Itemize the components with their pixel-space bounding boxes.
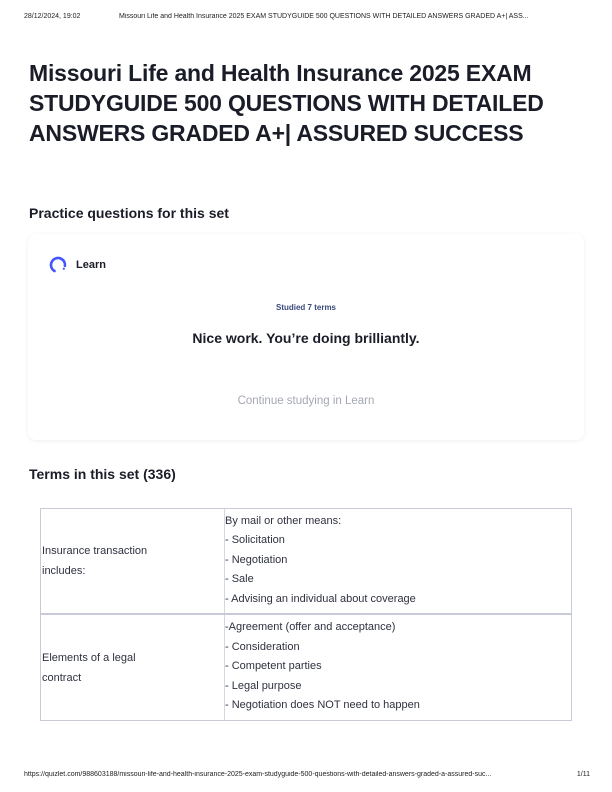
term-text (41, 541, 191, 581)
definition-line: - Solicitation (225, 534, 285, 546)
page-title-line-1: Missouri Life and Health Insurance 2025 EXAM (29, 60, 532, 86)
studied-count: Studied 7 terms (275, 303, 336, 312)
term-line: includes: (42, 565, 86, 577)
print-footer (24, 771, 590, 781)
term-text (41, 648, 191, 688)
print-header (24, 13, 590, 25)
page-title (29, 58, 589, 148)
learn-progress-icon (48, 255, 68, 275)
definition-line: - Competent parties (225, 660, 322, 672)
definition-cell (225, 615, 571, 720)
term-cell (41, 509, 225, 613)
print-url: https://quizlet.com/988603188/missouri-life-and-health-insurance-2025-exam-studyguide-500-questions-with-detailed-answers-graded-a-assured-suc... (24, 771, 492, 778)
definition-line: By mail or other means: (225, 515, 342, 527)
learn-mode-button[interactable] (48, 254, 106, 276)
page-number: 1/11 (576, 771, 590, 778)
definition-cell (225, 509, 571, 613)
practice-heading: Practice questions for this set (29, 205, 229, 221)
definition-line: - Legal purpose (225, 680, 302, 692)
continue-learn-link[interactable]: Continue studying in Learn (237, 395, 375, 407)
page-title-line-2: STUDYGUIDE 500 QUESTIONS WITH DETAILED (29, 90, 544, 116)
term-line: contract (42, 671, 82, 684)
term-row (41, 615, 571, 720)
term-cell (41, 615, 225, 720)
terms-table (40, 508, 572, 721)
definition-line: - Negotiation (225, 554, 288, 566)
learn-mode-label: Learn (76, 259, 106, 271)
definition-line: - Negotiation does NOT need to happen (225, 699, 420, 711)
term-line: Elements of a legal (42, 651, 136, 664)
terms-heading: Terms in this set (336) (29, 466, 176, 482)
encouragement-message: Nice work. You’re doing brilliantly. (192, 330, 420, 346)
print-date: 28/12/2024, 19:02 (24, 13, 81, 20)
term-row (41, 509, 571, 615)
definition-line: - Advising an individual about coverage (225, 593, 416, 605)
term-line: Insurance transaction (42, 545, 148, 557)
definition-line: -Agreement (offer and acceptance) (225, 621, 396, 633)
definition-line: - Consideration (225, 641, 300, 653)
definition-line: - Sale (225, 573, 254, 585)
print-doc-title: Missouri Life and Health Insurance 2025 EXAM STUDYGUIDE 500 QUESTIONS WITH DETAILED ANSWERS GRADED A+| ASS... (119, 13, 529, 20)
learn-card (28, 234, 584, 440)
page-title-line-3: ANSWERS GRADED A+| ASSURED SUCCESS (29, 120, 524, 146)
